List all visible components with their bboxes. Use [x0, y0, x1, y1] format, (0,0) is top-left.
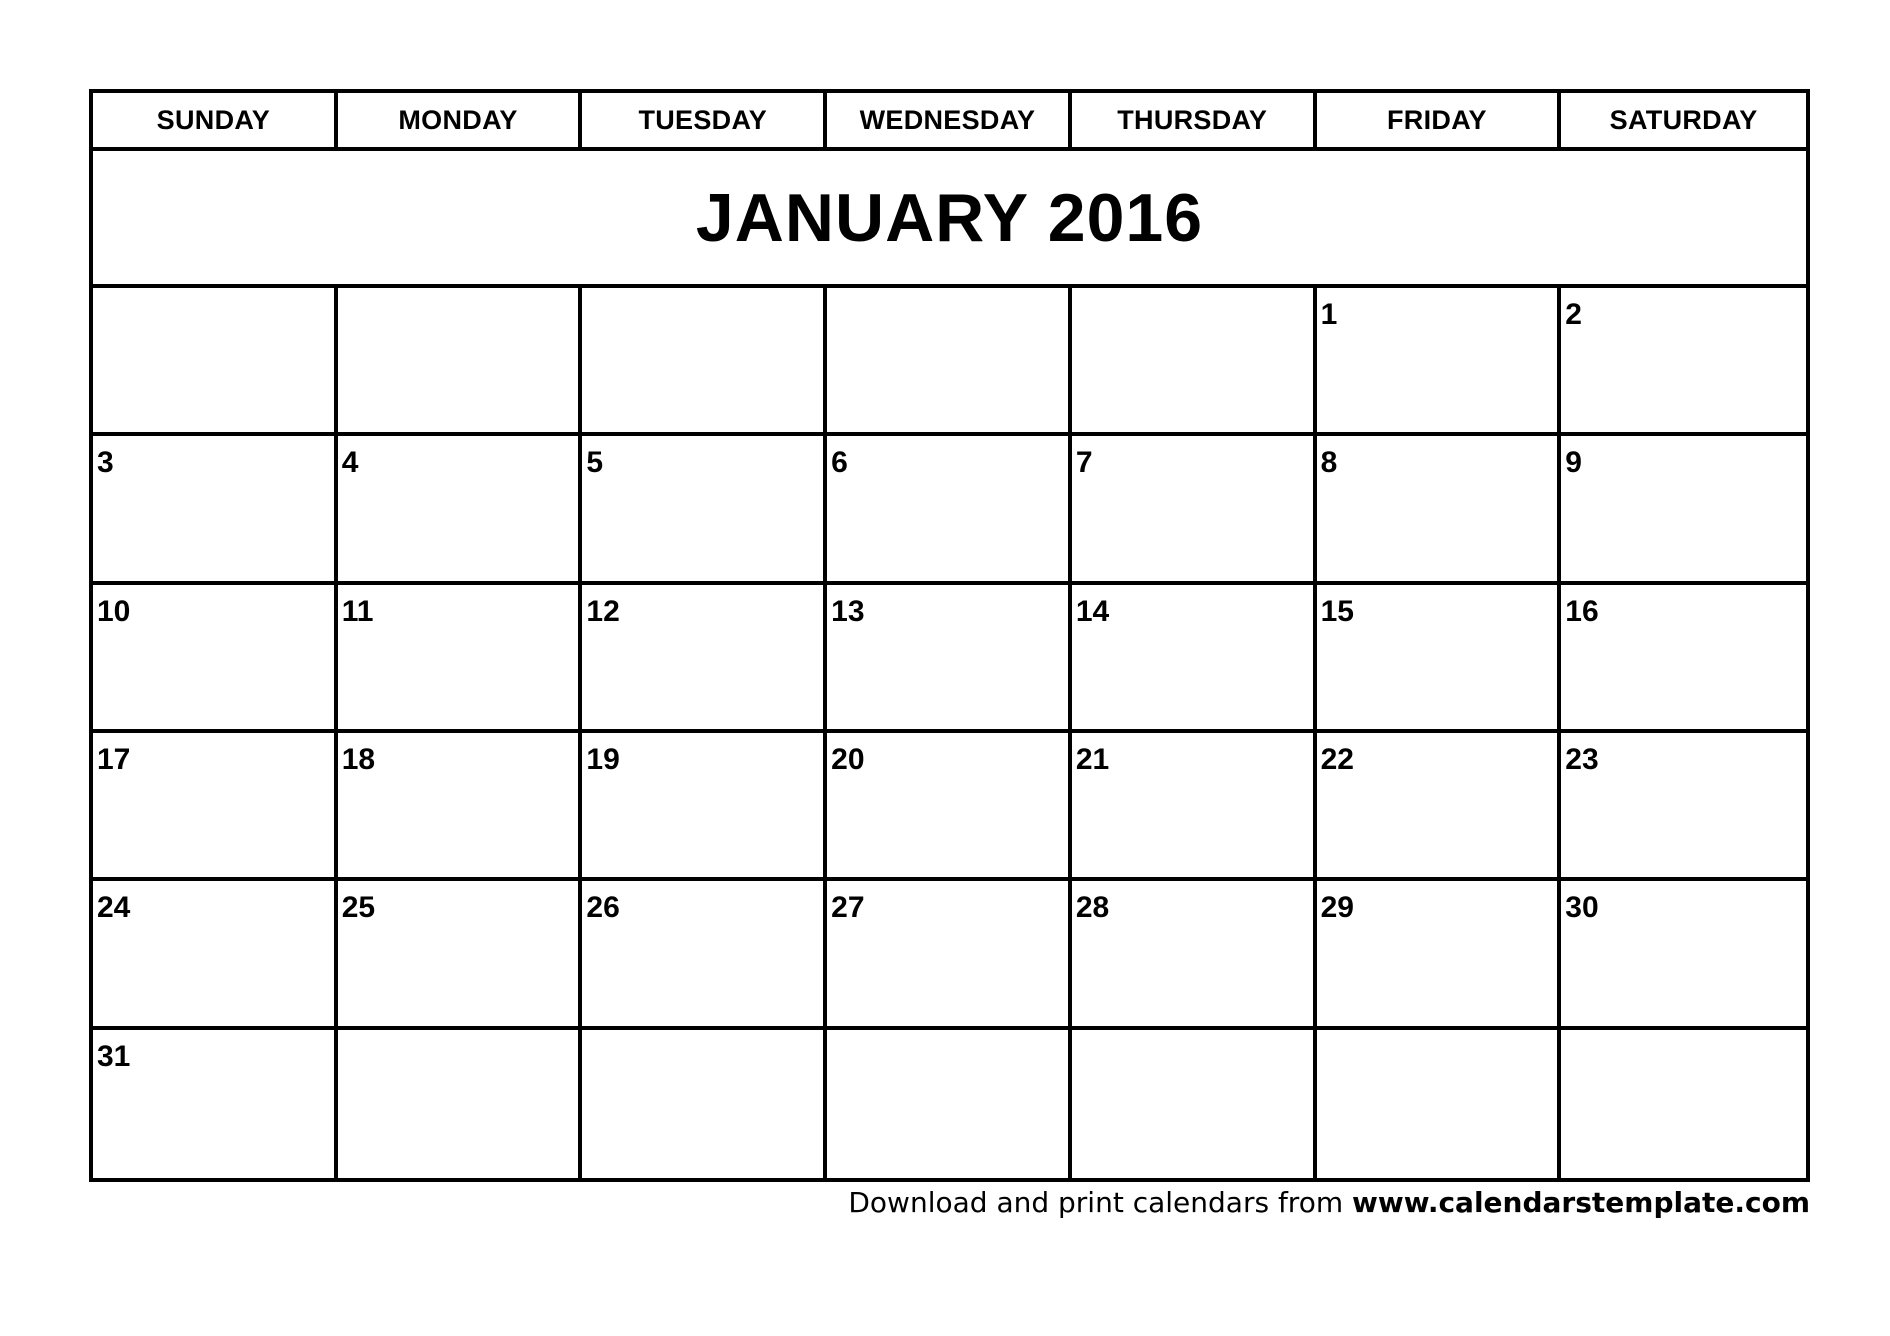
day-cell: [1072, 436, 1317, 584]
date-number: 9: [1565, 446, 1582, 480]
date-number: 3: [97, 446, 114, 480]
day-cell: [1072, 733, 1317, 881]
date-number: 13: [831, 594, 865, 628]
day-cell: [1072, 881, 1317, 1029]
date-number: 7: [1075, 446, 1093, 480]
date-number: 24: [97, 891, 131, 925]
day-cell: [1561, 436, 1806, 584]
date-number: 30: [1565, 891, 1599, 925]
weekday-header-tuesday: TUESDAY: [582, 93, 827, 151]
date-number: 14: [1075, 594, 1110, 628]
weekday-header-sunday: SUNDAY: [93, 93, 338, 151]
day-cell: [338, 436, 583, 584]
date-number: 26: [586, 891, 620, 925]
month-title: JANUARY 2016: [93, 151, 1806, 288]
date-number: 2: [1565, 298, 1582, 331]
weekday-header-monday: MONDAY: [338, 93, 583, 151]
day-cell: [338, 585, 583, 733]
date-number: 23: [1565, 742, 1599, 776]
footer-credit: [848, 1186, 1810, 1219]
day-cell: [1317, 733, 1562, 881]
footer-site-link[interactable]: www.calendarstemplate.com: [1352, 1186, 1810, 1219]
day-cell: [1072, 585, 1317, 733]
day-cell: [827, 881, 1072, 1029]
date-number: 29: [1320, 891, 1354, 925]
date-number: 27: [831, 891, 865, 925]
day-cell: [93, 881, 338, 1029]
date-number: 15: [1320, 594, 1354, 628]
date-number: 19: [586, 742, 620, 776]
day-cell: [582, 733, 827, 881]
day-cell: [827, 436, 1072, 584]
day-cell: [1317, 585, 1562, 733]
date-number: 10: [97, 594, 131, 628]
day-cell: [1072, 1030, 1317, 1178]
day-cell: [1317, 436, 1562, 584]
date-number: 5: [586, 446, 604, 480]
date-number: 20: [831, 742, 865, 776]
day-cell: [1317, 881, 1562, 1029]
date-number: 28: [1075, 891, 1110, 925]
date-number: 16: [1565, 594, 1599, 628]
day-cell: [93, 436, 338, 584]
date-number: 21: [1075, 742, 1110, 776]
day-cell: [827, 585, 1072, 733]
date-number: 6: [831, 446, 848, 480]
date-number: 22: [1320, 742, 1354, 776]
day-cell: [93, 585, 338, 733]
date-number: 8: [1320, 446, 1338, 480]
date-number: 31: [97, 1039, 131, 1073]
day-cell: [1561, 1030, 1806, 1178]
day-cell: [582, 881, 827, 1029]
weekday-header-saturday: SATURDAY: [1561, 93, 1806, 151]
day-cell: [582, 1030, 827, 1178]
day-cell: [827, 1030, 1072, 1178]
day-cell: [93, 288, 338, 436]
day-cell: [338, 733, 583, 881]
date-number: 18: [341, 742, 376, 776]
weekday-header-thursday: THURSDAY: [1072, 93, 1317, 151]
day-cell: [1561, 733, 1806, 881]
day-cell: [338, 881, 583, 1029]
day-cell: [827, 288, 1072, 436]
date-number: 4: [341, 446, 359, 480]
day-cell: [1072, 288, 1317, 436]
date-number: 12: [586, 594, 620, 628]
day-cell: [582, 585, 827, 733]
day-cell: [93, 1030, 338, 1178]
weekday-header-friday: FRIDAY: [1317, 93, 1562, 151]
date-number: 17: [97, 742, 131, 776]
date-number: 25: [341, 891, 376, 925]
day-cell: [582, 436, 827, 584]
day-cell: [1561, 585, 1806, 733]
weekday-header-wednesday: WEDNESDAY: [827, 93, 1072, 151]
day-cell: [1317, 288, 1562, 436]
day-cell: [93, 733, 338, 881]
day-cell: [1561, 288, 1806, 436]
day-cell: [338, 1030, 583, 1178]
day-cell: [338, 288, 583, 436]
calendar-grid: [89, 89, 1810, 1182]
day-cell: [827, 733, 1072, 881]
date-number: 1: [1320, 298, 1338, 331]
date-number: 11: [341, 594, 374, 628]
day-cell: [1561, 881, 1806, 1029]
day-cell: [582, 288, 827, 436]
footer-text: Download and print calendars from: [848, 1186, 1344, 1219]
day-cell: [1317, 1030, 1562, 1178]
